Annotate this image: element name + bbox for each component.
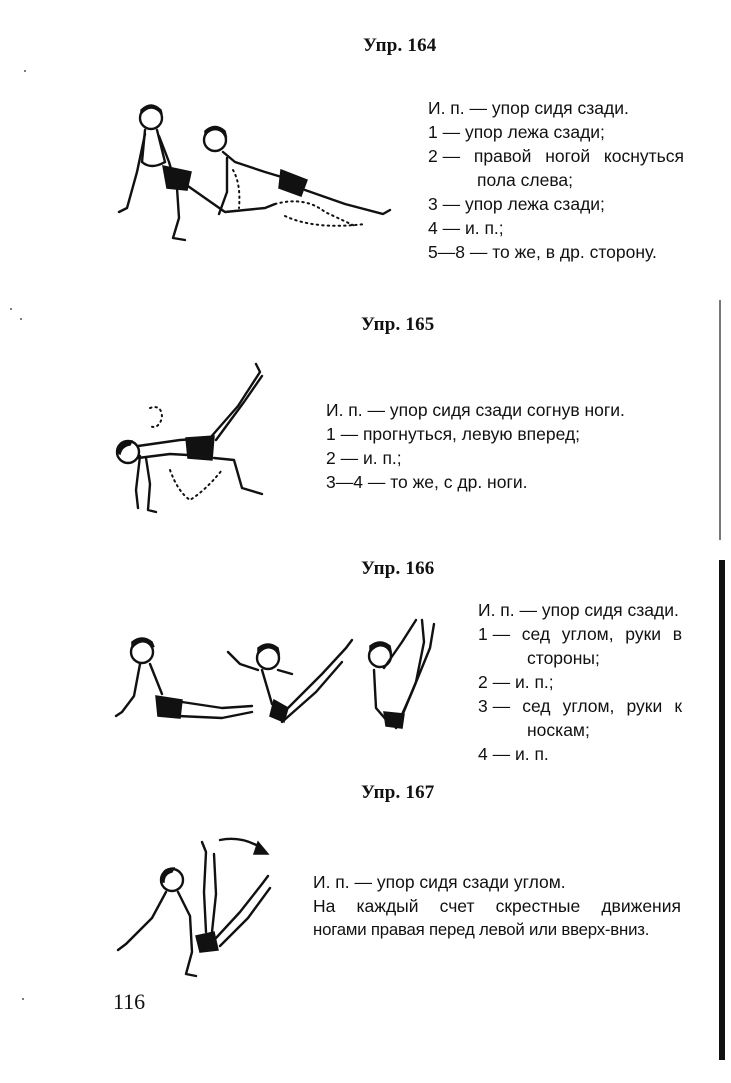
exercise-166-line-3-word: 3 — [478,696,511,716]
exercise-166-line-3-word: углом, [562,696,615,716]
exercise-167-line-1-word: движения [601,896,681,916]
scan-speck [24,70,26,72]
scan-binding-edge-thin [719,300,721,540]
exercise-164-line-2-continued: пола слева; [477,170,574,190]
exercise-165-figure-svg [110,360,280,520]
exercise-164-illustration [115,100,400,255]
exercise-166-line-1-word: в [672,624,682,644]
exercise-167-illustration [112,832,282,987]
exercise-166-line-1-continued: стороны; [527,648,600,668]
exercise-165-illustration [110,360,280,525]
scan-binding-edge [719,560,725,1060]
exercise-167-line-2: ногами правая перед левой или вверх-вниз. [313,920,650,939]
exercise-164-line-4: 4 — и. п.; [428,218,504,238]
exercise-164-line-5-8: 5—8 — то же, в др. сторону. [428,242,657,262]
exercise-164-text [428,96,684,264]
exercise-166-line-3-word: к [674,696,682,716]
exercise-167-figure-svg [112,832,282,982]
exercise-165-line-2: 2 — и. п.; [326,448,402,468]
exercise-166-line-1-word: углом, [561,624,614,644]
exercise-166-line-3 [478,694,682,718]
exercise-166-line-3-continued: носкам; [527,720,590,740]
exercise-167-line-start: И. п. — упор сидя сзади углом. [313,872,566,892]
exercise-165-text [326,398,676,494]
exercise-167-line-1-word: На [313,896,336,916]
exercise-165-line-start: И. п. — упор сидя сзади согнув ноги. [326,400,625,420]
exercise-164-line-2-word: коснуться [603,146,684,166]
exercise-166-title: Упр. 166 [361,558,435,579]
exercise-166-line-4: 4 — и. п. [478,744,549,764]
scan-speck [20,318,22,320]
exercise-167-line-1-word: счет [439,896,475,916]
exercise-166-text [478,598,682,766]
exercise-164-line-2-word: правой [473,146,532,166]
exercise-164-line-2 [428,144,684,168]
exercise-166-line-1-word: руки [625,624,661,644]
exercise-166-figures-svg [112,612,442,742]
page-number: 116 [113,989,146,1014]
exercise-166-line-2: 2 — и. п.; [478,672,554,692]
exercise-164-figures-svg [115,100,400,250]
exercise-167-line-1 [313,894,681,918]
exercise-165-title: Упр. 165 [361,314,435,335]
exercise-164-line-2-word: 2 — [428,146,461,166]
exercise-166-illustration [112,612,442,747]
exercise-167-text [313,870,681,942]
exercise-166-line-1 [478,622,682,646]
exercise-167-title: Упр. 167 [361,782,435,803]
exercise-164-line-3: 3 — упор лежа сзади; [428,194,605,214]
exercise-166-line-1-word: 1 — [478,624,511,644]
exercise-166-line-3-word: сед [522,696,551,716]
exercise-167-line-1-word: скрестные [495,896,581,916]
exercise-167-line-1-word: каждый [356,896,419,916]
exercise-166-line-1-word: сед [521,624,551,644]
exercise-164-line-start: И. п. — упор сидя сзади. [428,98,629,118]
exercise-165-line-3-4: 3—4 — то же, с др. ноги. [326,472,528,492]
exercise-166-line-start: И. п. — упор сидя сзади. [478,600,679,620]
exercise-165-line-1: 1 — прогнуться, левую вперед; [326,424,581,444]
exercise-166-line-3-word: руки [626,696,663,716]
exercise-164-line-1: 1 — упор лежа сзади; [428,122,605,142]
scan-speck [10,308,12,310]
exercise-164-title: Упр. 164 [363,35,437,56]
exercise-164-line-2-word: ногой [545,146,591,166]
scan-speck [22,998,24,1000]
